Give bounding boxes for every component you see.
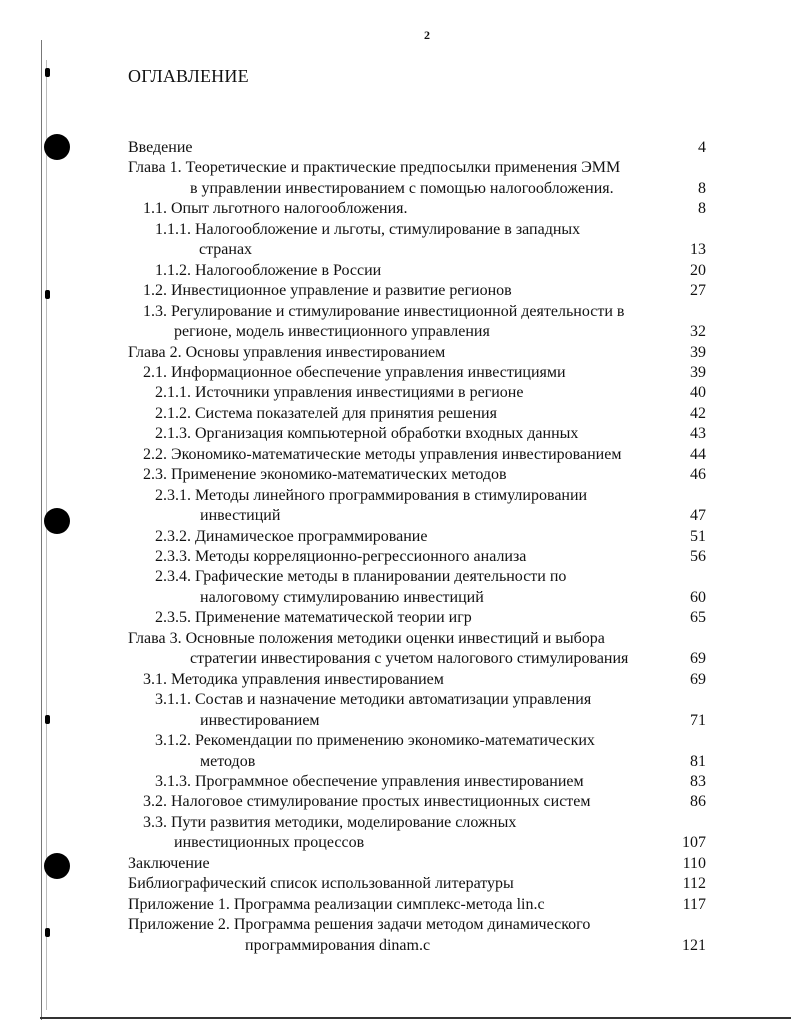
toc-entry-line: 2.1.2. Система показателей для принятия решения bbox=[155, 404, 497, 422]
toc-entry-line: 3.1. Методика управления инвестированием bbox=[143, 670, 444, 688]
toc-entry-line: налоговому стимулированию инвестиций bbox=[200, 588, 484, 606]
toc-page-number: 47 bbox=[690, 507, 706, 525]
toc-page-number: 83 bbox=[690, 772, 706, 790]
toc-page-number: 32 bbox=[690, 323, 706, 341]
toc-entry-line: 3.1.2. Рекомендации по применению экономико-математических bbox=[155, 732, 595, 750]
toc-entry-line: Глава 3. Основные положения методики оценки инвестиций и выбора bbox=[128, 629, 605, 647]
toc-page-number: 117 bbox=[682, 895, 706, 913]
toc-page-number: 42 bbox=[690, 404, 706, 422]
toc-page-number: 39 bbox=[690, 343, 706, 361]
toc-page-number: 13 bbox=[690, 241, 706, 259]
toc-page-number: 69 bbox=[690, 650, 706, 668]
toc-entry-line: инвестиционных процессов bbox=[174, 834, 365, 852]
toc-entry-line: 2.2. Экономико-математические методы управления инвестированием bbox=[143, 445, 622, 463]
toc-entry-line: регионе, модель инвестиционного управления bbox=[174, 323, 490, 341]
toc-page-number: 46 bbox=[690, 466, 706, 484]
toc-page-number: 4 bbox=[698, 139, 706, 156]
toc-page-number: 81 bbox=[690, 752, 706, 770]
toc-entry-line: 3.1.1. Состав и назначение методики автоматизации управления bbox=[155, 691, 592, 709]
toc-entry-line: в управлении инвестированием с помощью налогообложения. bbox=[190, 179, 614, 197]
toc-page-number: 69 bbox=[690, 670, 706, 688]
toc-page-number: 44 bbox=[690, 445, 706, 463]
toc-entry-line: методов bbox=[200, 752, 256, 770]
toc-entry-line: Введение bbox=[128, 139, 193, 156]
toc-entry-line: 2.1.3. Организация компьютерной обработки входных данных bbox=[155, 425, 579, 443]
toc-page-number: 86 bbox=[690, 793, 706, 811]
toc-page-number: 40 bbox=[690, 384, 706, 402]
toc-entry-line: программирования dinam.c bbox=[245, 936, 431, 954]
toc-entry-line: Приложение 2. Программа решения задачи методом динамического bbox=[128, 916, 591, 934]
toc-entry-line: Библиографический список использованной литературы bbox=[128, 875, 514, 893]
toc-entry-line: 3.1.3. Программное обеспечение управления инвестированием bbox=[155, 772, 584, 790]
toc-entry-line: 1.1.2. Налогообложение в России bbox=[155, 261, 382, 279]
toc-page-number: 56 bbox=[690, 548, 706, 565]
toc-entry-line: 2.1.1. Источники управления инвестициями в регионе bbox=[155, 384, 524, 402]
toc-page-number: 121 bbox=[682, 936, 706, 954]
toc-page-number: 112 bbox=[682, 875, 706, 893]
toc-page-number: 51 bbox=[690, 527, 706, 545]
toc-entry-line: инвестиций bbox=[200, 507, 281, 525]
toc-entry-line: 1.2. Инвестиционное управление и развитие регионов bbox=[143, 282, 512, 300]
toc-entry-line: странах bbox=[199, 241, 253, 259]
toc-page-number: 20 bbox=[690, 261, 706, 279]
toc-entry-line: 2.1. Информационное обеспечение управления инвестициями bbox=[143, 363, 566, 381]
toc-entry-line: стратегии инвестирования с учетом налогового стимулирования bbox=[190, 650, 629, 668]
toc-entry-line: 2.3.5. Применение математической теории игр bbox=[155, 609, 472, 627]
toc-entry-line: 2.3.2. Динамическое программирование bbox=[155, 527, 428, 545]
toc-page-number: 8 bbox=[698, 200, 706, 218]
toc-entry-line: 3.3. Пути развития методики, моделирование сложных bbox=[143, 813, 517, 831]
toc-entry-line: 3.2. Налоговое стимулирование простых инвестиционных систем bbox=[143, 793, 591, 811]
toc-page-number: 8 bbox=[698, 179, 706, 197]
toc-page-number: 39 bbox=[690, 363, 706, 381]
toc-entry-line: Глава 2. Основы управления инвестированием bbox=[128, 343, 446, 361]
toc-page-number: 60 bbox=[690, 588, 706, 606]
toc-entry-line: 2.3.1. Методы линейного программирования в стимулировании bbox=[155, 486, 588, 504]
toc-page-number: 27 bbox=[690, 282, 706, 300]
toc-entry-line: инвестированием bbox=[200, 711, 320, 729]
toc-page-number: 110 bbox=[682, 854, 706, 872]
toc-entry-line: Приложение 1. Программа реализации симплекс-метода lin.c bbox=[128, 895, 545, 913]
toc-entry-line: Заключение bbox=[128, 854, 210, 872]
toc-entry-line: 1.1. Опыт льготного налогообложения. bbox=[143, 200, 408, 218]
toc-page-number: 43 bbox=[690, 425, 706, 443]
toc-entry-line: 2.3.3. Методы корреляционно-регрессионного анализа bbox=[155, 548, 527, 565]
page-number: 2 bbox=[424, 28, 430, 42]
toc-page-number: 65 bbox=[690, 609, 706, 627]
toc-page-number: 71 bbox=[690, 711, 706, 729]
toc-entry-line: Глава 1. Теоретические и практические предпосылки применения ЭММ bbox=[128, 159, 621, 177]
toc-entry-line: 2.3. Применение экономико-математических методов bbox=[143, 466, 507, 484]
toc-entry-line: 1.3. Регулирование и стимулирование инвестиционной деятельности в bbox=[143, 302, 625, 320]
page-title: ОГЛАВЛЕНИЕ bbox=[128, 66, 249, 86]
toc-entry-line: 2.3.4. Графические методы в планировании деятельности по bbox=[155, 568, 567, 586]
toc-entry-line: 1.1.1. Налогообложение и льготы, стимулирование в западных bbox=[155, 220, 581, 238]
toc-page-number: 107 bbox=[682, 834, 706, 852]
